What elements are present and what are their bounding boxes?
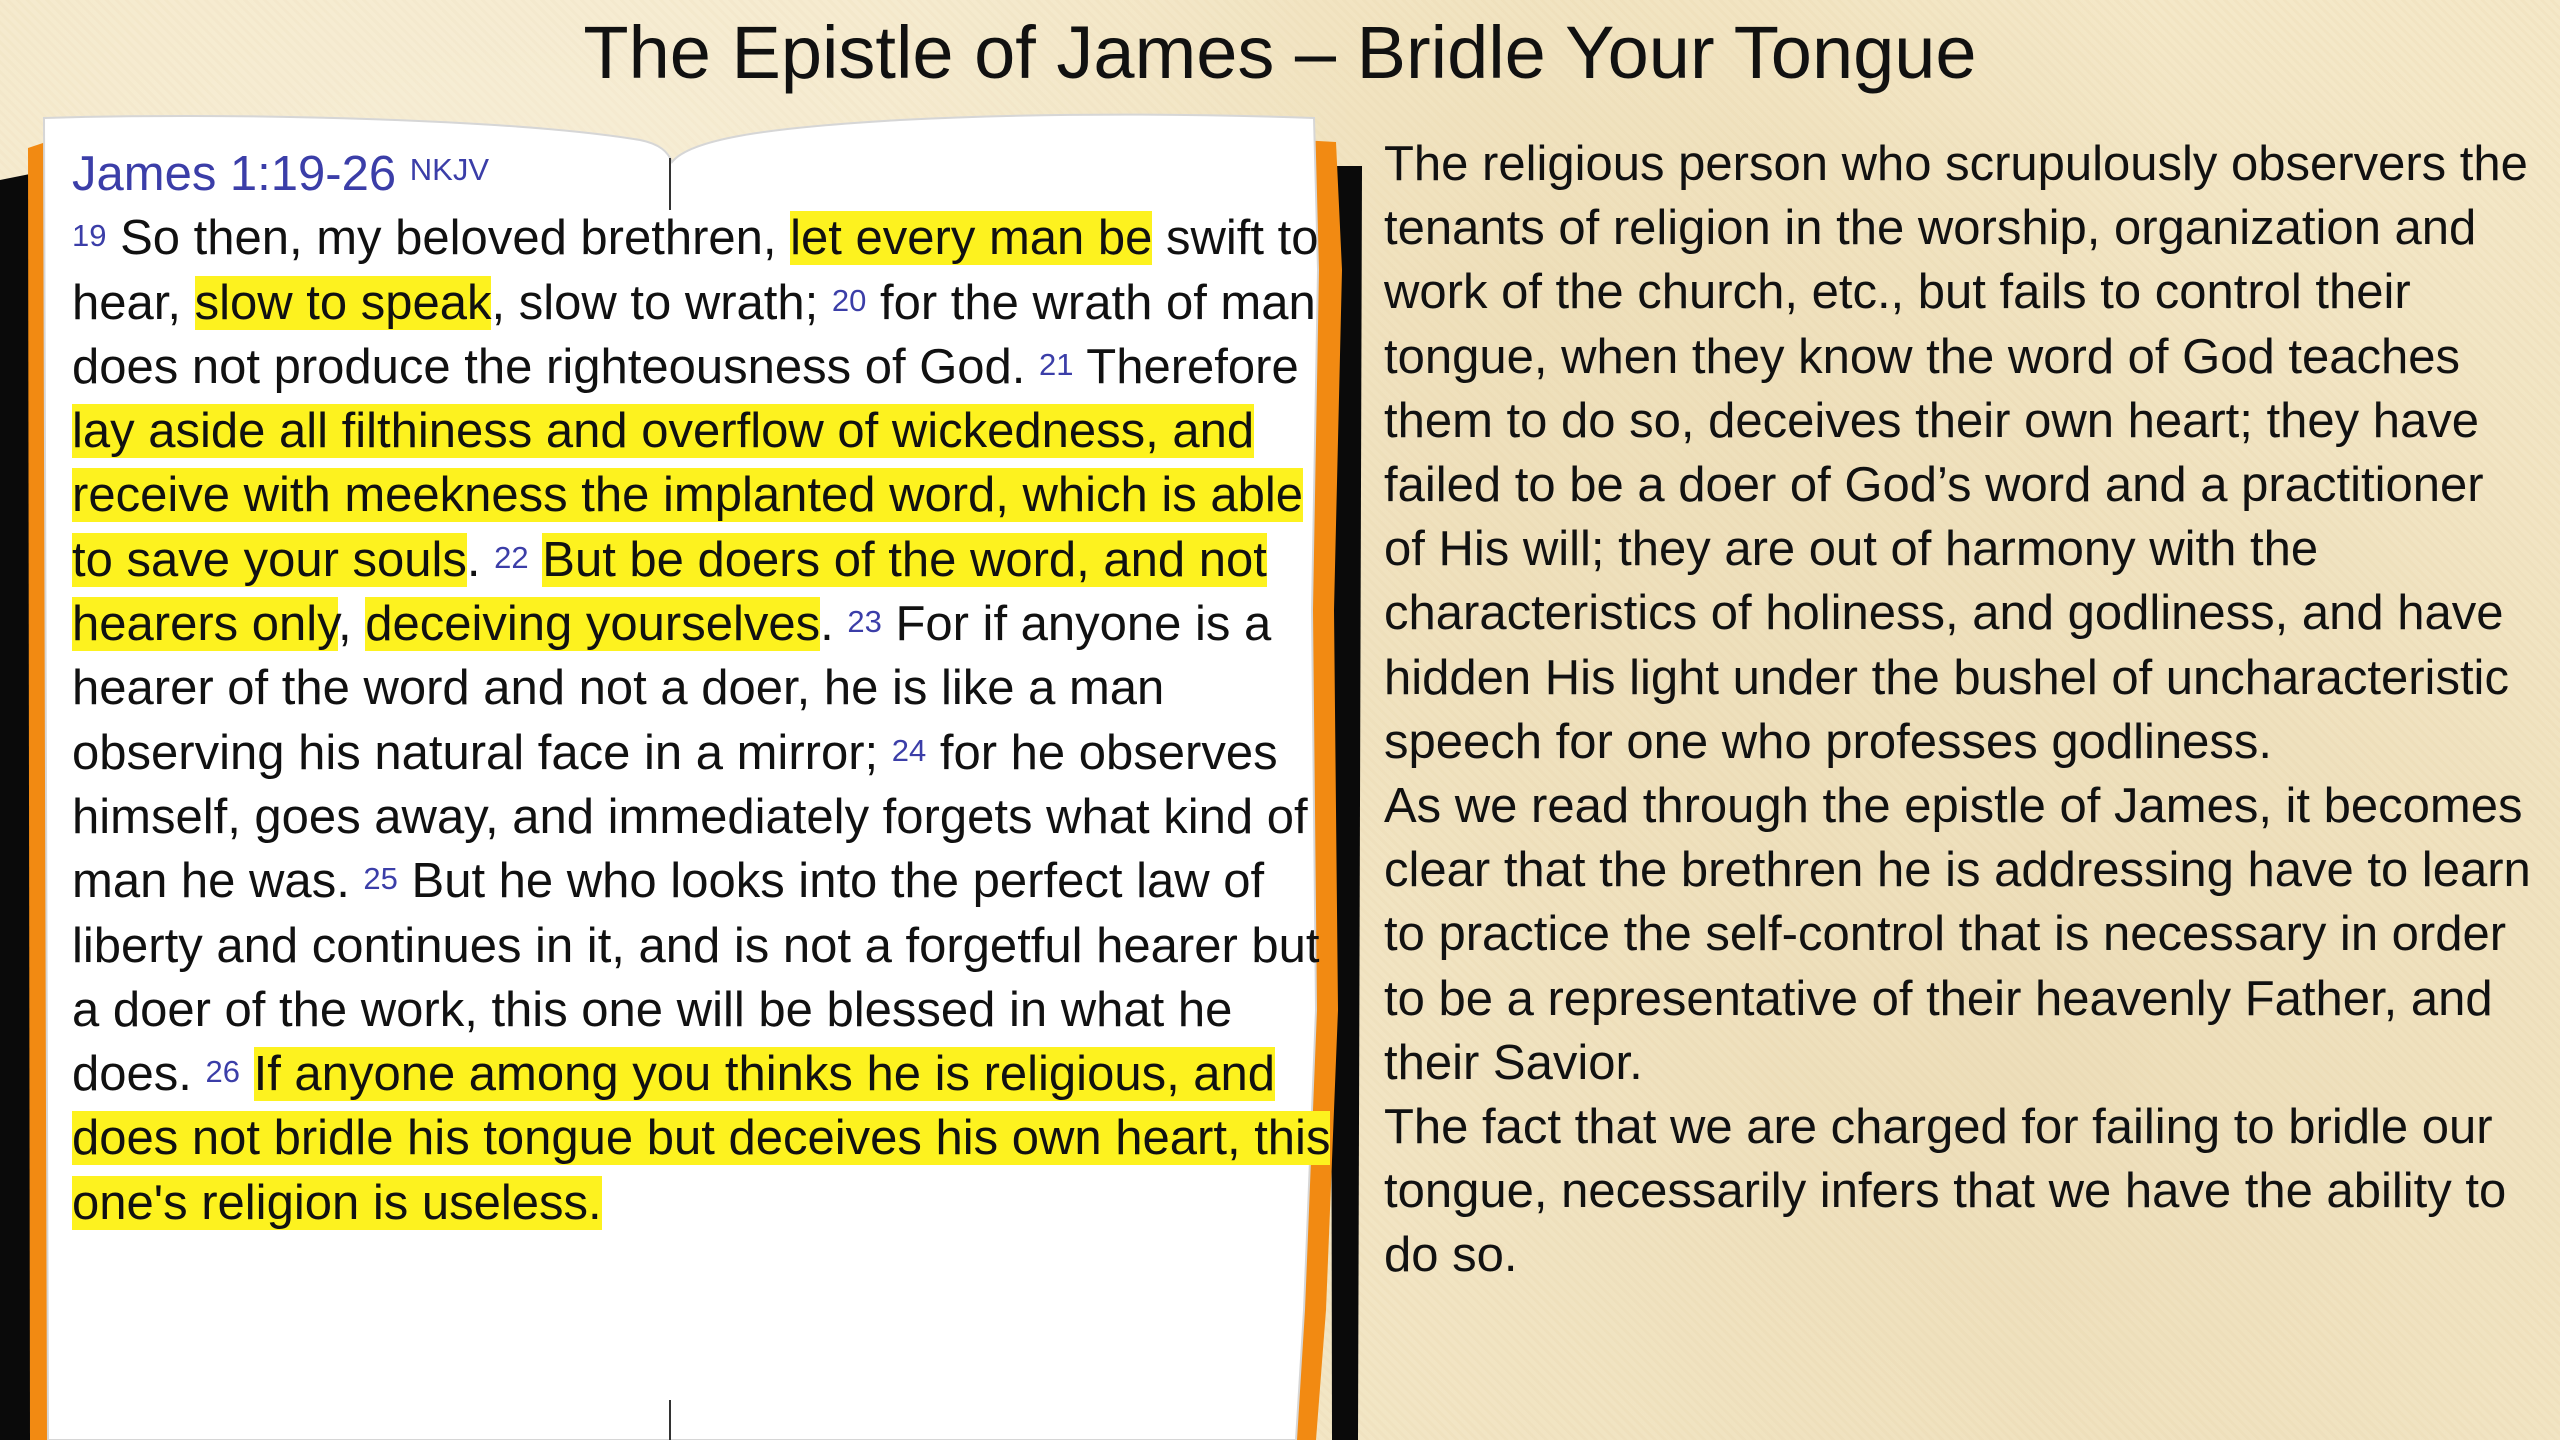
verse-number: 20: [831, 282, 867, 318]
scripture-text: , slow to wrath;: [491, 275, 832, 330]
commentary-paragraph-1: The religious person who scrupulously observers the tenants of religion in the worship, organization and work of the church, etc., but fails to control their tongue, when they know the word of God teaches them to do so, deceives their own heart; they have failed to be a doer of God’s word and a practitioner of His will; they are out of harmony with the characteristics of holiness, and godliness, and have hidden His light under the bushel of uncharacteristic speech for one who professes godliness.: [1384, 137, 2528, 769]
highlighted-text: If anyone among you thinks he is religious, and does not bridle his tongue but deceives his own heart, this one's religion is useless.: [72, 1047, 1331, 1230]
scripture-text: for he observes himself, goes away, and immediately forgets what kind of man he was.: [72, 725, 1308, 909]
highlighted-text: slow to speak: [194, 275, 492, 330]
scripture-text: swift to hear,: [72, 211, 1319, 330]
highlighted-text: lay aside all filthiness and overflow of wickedness, and receive with meekness the implanted word, which is able to save your souls: [72, 404, 1304, 587]
verse-number: 21: [1039, 346, 1074, 382]
highlighted-text: deceiving yourselves: [365, 597, 821, 652]
verse-number: 22: [494, 539, 529, 575]
highlighted-text: But be doers of the word, and not hearers only: [72, 532, 1267, 652]
scripture-reference: [72, 142, 1332, 206]
commentary-paragraph-3: The fact that we are charged for failing to bridle our tongue, necessarily infers that we have the ability to do so.: [1384, 1100, 2507, 1283]
scripture-text: [529, 533, 543, 587]
verse-number: 24: [891, 732, 927, 768]
scripture-text: .: [466, 532, 495, 587]
slide-title: The Epistle of James – Bridle Your Tongue: [583, 11, 1977, 94]
scripture-text: .: [820, 597, 848, 652]
scripture-reference-text: James 1:19-26: [72, 147, 397, 201]
scripture-text: So then, my beloved brethren,: [106, 211, 791, 266]
verse-number: 19: [72, 218, 107, 254]
scripture-text: But he who looks into the perfect law of liberty and continues in it, and is not a forgetful hearer but a doer of the work, this one will be blessed in what he does.: [72, 854, 1320, 1102]
scripture-text: Therefore: [1073, 339, 1299, 394]
commentary-paragraph-2: As we read through the epistle of James, it becomes clear that the brethren he is addressing have to learn to practice the self-control that is necessary in order to be a representative of their heavenly Father, and their Savior.: [1384, 779, 2531, 1090]
scripture-text: ,: [338, 597, 366, 652]
bible-version: NKJV: [409, 152, 489, 187]
scripture-body: [72, 211, 1330, 1229]
verse-number: 25: [363, 861, 398, 897]
verse-number: 26: [205, 1054, 240, 1090]
commentary: [1384, 132, 2534, 1288]
highlighted-text: let every man be: [790, 211, 1153, 266]
scripture-text: [240, 1047, 254, 1101]
scripture-text: for the wrath of man does not produce the righteousness of God.: [72, 275, 1316, 394]
verse-number: 23: [847, 604, 882, 640]
scripture-text: For if anyone is a hearer of the word and not a doer, he is like a man observing his natural face in a mirror;: [72, 597, 1272, 780]
scripture-passage: [72, 142, 1332, 1235]
